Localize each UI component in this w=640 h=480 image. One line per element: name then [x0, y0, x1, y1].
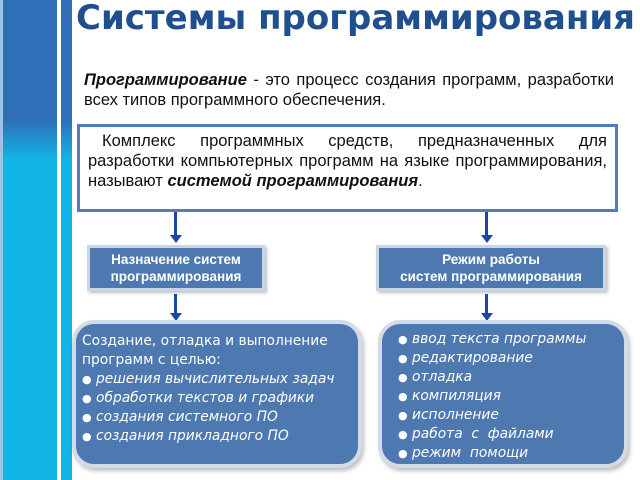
mode-list — [398, 330, 624, 463]
arrow-right-top-head — [481, 235, 493, 243]
purpose-list — [82, 370, 358, 446]
system-definition-text: Комплекс программных средств, предназначенных для разработки компьютерных программ на языке программирования, называют — [88, 132, 607, 190]
mode-label-line2: систем программирования — [400, 269, 582, 284]
list-item — [398, 444, 624, 463]
bullet-icon: ● — [398, 447, 408, 460]
mode-item-text: отладка — [412, 369, 473, 385]
mode-item-text: режим помощи — [412, 445, 529, 461]
list-item — [398, 368, 624, 387]
purpose-item-text: решения вычислительных задач — [96, 371, 335, 387]
purpose-intro-line2: программ с целью: — [82, 352, 221, 368]
bullet-icon: ● — [398, 390, 408, 403]
purpose-list-box — [72, 320, 362, 468]
bullet-icon: ● — [398, 333, 408, 346]
purpose-label-box — [87, 245, 265, 291]
list-item — [82, 427, 358, 446]
purpose-item-text: обработки текстов и графики — [96, 390, 315, 406]
system-definition-box — [77, 124, 618, 212]
list-item — [398, 387, 624, 406]
arrow-right-bottom — [485, 294, 488, 314]
mode-item-text: исполнение — [412, 407, 499, 423]
system-definition-emphasis: системой программирования — [167, 172, 419, 190]
purpose-item-text: создания системного ПО — [96, 409, 278, 425]
arrow-right-top — [485, 212, 488, 236]
bullet-icon: ● — [82, 430, 92, 443]
bullet-icon: ● — [398, 428, 408, 441]
mode-item-text: ввод текста программы — [412, 331, 587, 347]
list-item — [398, 330, 624, 349]
list-item — [398, 425, 624, 444]
purpose-label-line1: Назначение систем — [111, 252, 241, 267]
arrow-left-bottom — [174, 294, 177, 314]
arrow-left-top-head — [170, 235, 182, 243]
definition-text: - это процесс создания программ, разработки всех типов программного обеспечения. — [84, 71, 614, 109]
definition-term: Программирование — [84, 71, 247, 89]
mode-list-box — [378, 320, 628, 468]
purpose-label-line2: программирования — [110, 269, 242, 284]
left-decor-edge — [0, 0, 3, 480]
list-item — [82, 370, 358, 389]
slide-title: Системы программирования — [76, 0, 636, 38]
purpose-item-text: создания прикладного ПО — [96, 428, 289, 444]
list-item — [82, 408, 358, 427]
bullet-icon: ● — [82, 411, 92, 424]
list-item — [398, 349, 624, 368]
arrow-left-top — [174, 212, 177, 236]
left-decor-stripe — [0, 0, 72, 480]
system-definition-end: . — [418, 172, 423, 190]
mode-label-box — [376, 245, 606, 291]
list-item — [82, 389, 358, 408]
mode-label-line1: Режим работы — [442, 252, 540, 267]
bullet-icon: ● — [82, 373, 92, 386]
bullet-icon: ● — [398, 409, 408, 422]
mode-item-text: компиляция — [412, 388, 501, 404]
mode-item-text: редактирование — [412, 350, 533, 366]
purpose-intro-line1: Создание, отладка и выполнение — [82, 333, 328, 349]
bullet-icon: ● — [82, 392, 92, 405]
list-item — [398, 406, 624, 425]
left-decor-gap — [57, 0, 61, 480]
bullet-icon: ● — [398, 352, 408, 365]
definition-paragraph — [84, 70, 614, 110]
bullet-icon: ● — [398, 371, 408, 384]
mode-item-text: работа с файлами — [412, 426, 554, 442]
